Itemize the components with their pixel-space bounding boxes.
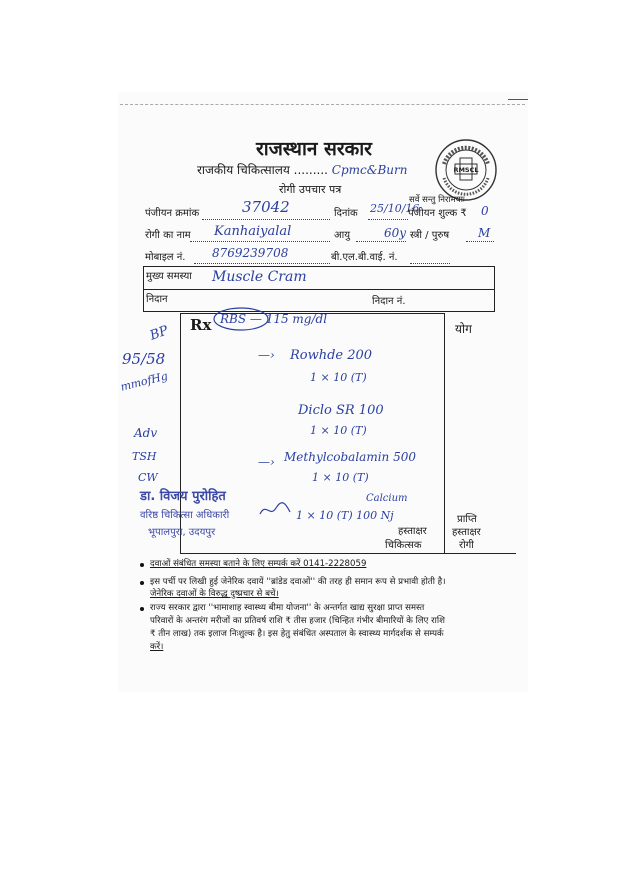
drug-3-arrow: —›	[258, 455, 275, 469]
patient-name-value: Kanhaiyalal	[214, 224, 292, 239]
mobile-label: मोबाइल नं.	[145, 252, 186, 263]
doctor-sign-label-1: हस्ताक्षर	[398, 526, 427, 537]
footer-note-3-line-3: ₹ तीन लाख) तक इलाज निःशुल्क है। इस हेतु संबंधित अस्पताल के स्वास्थ्य मार्गदर्शक से सम्पर्क	[150, 629, 444, 639]
patient-receipt-label-2: हस्ताक्षर	[452, 527, 481, 538]
footer-note-1: दवाओं संबंधित समस्या बताने के लिए सम्पर्क करें 0141-2228059	[150, 559, 367, 569]
doctor-sign-label-2: चिकित्सक	[385, 540, 422, 551]
drug-2-name: Diclo SR 100	[298, 403, 384, 418]
hospital-name: Cpmc&Burn	[331, 163, 408, 177]
date-value: 25/10/16	[370, 202, 420, 215]
date-label: दिनांक	[334, 208, 358, 219]
logo-text: RMSCL	[453, 166, 479, 174]
main-problem-label: मुख्य समस्या	[146, 271, 192, 282]
tsh-note: TSH	[132, 450, 157, 463]
diagnosis-label: निदान	[146, 294, 168, 305]
drug-1-dose: 1 × 10 (T)	[310, 371, 367, 384]
drug-2-dose: 1 × 10 (T)	[310, 424, 367, 437]
registration-no-label: पंजीयन क्रमांक	[145, 208, 200, 219]
patient-receipt-label-1: प्राप्ति	[457, 514, 477, 525]
rx-symbol: Rx	[190, 316, 212, 334]
footer-note-3-line-2: परिवारों के अन्तरंग मरीजों का प्रतिवर्ष राशि ₹ तीस हजार (चिन्हित गंभीर बीमारियों के लिए राशि	[150, 616, 445, 626]
doctor-signature	[258, 500, 292, 520]
gender-value: M	[478, 226, 491, 240]
bp-value: 95/58	[122, 350, 166, 368]
age-label: आयु	[334, 230, 351, 241]
main-problem-value: Muscle Cram	[212, 269, 307, 285]
page-title: राजस्थान सरकार	[256, 138, 372, 160]
mobile-value: 8769239708	[212, 246, 289, 260]
stamp-designation: वरिष्ठ चिकित्सा अधिकारी	[140, 510, 230, 521]
rmscl-logo	[434, 138, 498, 202]
drug-4-dose: 1 × 10 (T) 100 Nj	[296, 509, 394, 522]
form-title: रोगी उपचार पत्र	[279, 183, 342, 196]
drug-3-name: Methylcobalamin 500	[284, 450, 416, 464]
stamp-place: भूपालपुरा, उदयपुर	[148, 527, 216, 538]
drug-3-dose: 1 × 10 (T)	[312, 471, 369, 484]
bpl-label: बी.एल.बी.वाई. नं.	[331, 252, 398, 263]
diagnosis-no-label: निदान नं.	[372, 296, 406, 307]
adv-note: Adv	[134, 426, 158, 440]
footer-note-2-line-2: जेनेरिक दवाओं के विरुद्ध दुष्प्रचार से बचें।	[150, 589, 279, 599]
motto: सर्वे सन्तु निरामयाः	[409, 195, 465, 205]
hospital-label: राजकीय चिकित्सालय .........	[197, 163, 328, 177]
yog-label: योग	[455, 322, 472, 336]
footer-note-2-line-1: इस पर्ची पर लिखी हुई जेनेरिक दवायें ''ब्रांडेड दवाओं'' की तरह ही समान रूप से प्रभावी होती है।	[150, 577, 446, 587]
footer-note-3-line-1: राज्य सरकार द्वारा ''भामाशाह स्वास्थ्य बीमा योजना'' के अन्तर्गत खाद्य सुरक्षा प्राप्त समस्त	[150, 603, 425, 613]
patient-receipt-label-3: रोगी	[459, 540, 474, 551]
rbs-value: RBS — 115 mg/dl	[220, 312, 328, 326]
stamp-doctor-name: डा. विजय पुरोहित	[140, 489, 226, 504]
drug-1-arrow: —›	[258, 348, 275, 362]
gender-label: स्त्री / पुरुष	[410, 230, 450, 241]
registration-no-value: 37042	[242, 198, 290, 216]
cw-note: CW	[138, 471, 158, 484]
registration-fee-label: पंजीयन शुल्क ₹	[408, 208, 467, 219]
age-value: 60y	[384, 226, 407, 240]
bp-unit: mmofHg	[119, 369, 170, 394]
drug-1-name: Rowhde 200	[290, 348, 373, 363]
registration-fee-value: 0	[481, 204, 489, 218]
patient-name-label: रोगी का नाम	[145, 230, 191, 241]
drug-4-name: Calcium	[366, 493, 408, 504]
footer-note-3-line-4: करें।	[150, 642, 164, 652]
bp-note: BP	[147, 323, 171, 344]
hospital-line	[197, 164, 407, 176]
